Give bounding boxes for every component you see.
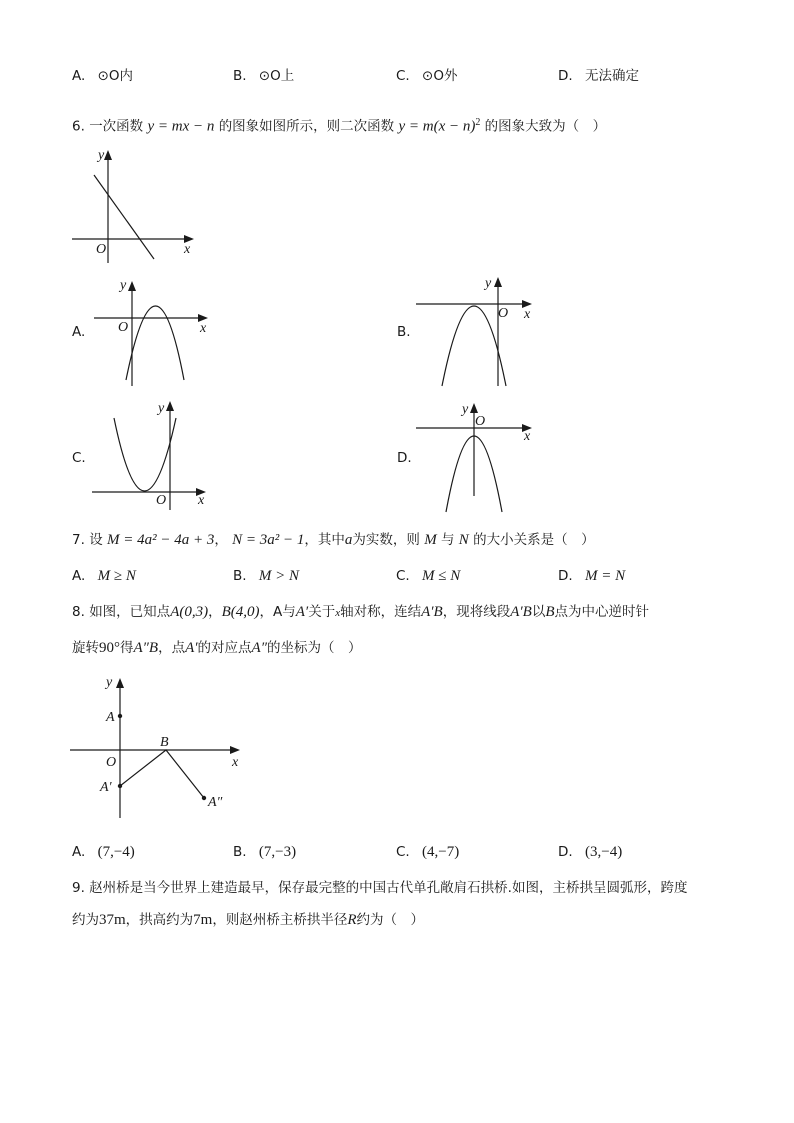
stem-text: 的坐标为（ ） bbox=[266, 640, 362, 656]
point-a-prime bbox=[118, 784, 122, 788]
y-axis-arrow bbox=[494, 277, 502, 287]
formula: 37m bbox=[99, 912, 126, 928]
stem-text: ，点 bbox=[158, 640, 186, 656]
formula: x bbox=[335, 607, 341, 619]
formula: A′B bbox=[421, 604, 443, 620]
option-letter: B. bbox=[233, 568, 247, 584]
option-text: 无法确定 bbox=[584, 68, 639, 84]
segments-a-prime-b-a-double-prime bbox=[120, 750, 204, 798]
q8-stem-line1 bbox=[72, 603, 649, 622]
option-letter: D. bbox=[558, 68, 573, 84]
stem-text: 与 bbox=[440, 532, 455, 548]
option-text: ⊙O上 bbox=[258, 68, 295, 84]
stem-text: ， bbox=[208, 604, 222, 620]
q6-option-b-graph[interactable] bbox=[412, 272, 542, 390]
x-axis-label: x bbox=[232, 755, 239, 770]
y-axis-arrow bbox=[116, 678, 124, 688]
stem-text: 以 bbox=[531, 604, 546, 620]
stem-text: ，现将线段 bbox=[442, 604, 511, 620]
question-number: 8. bbox=[72, 604, 85, 620]
option-letter: C. bbox=[396, 568, 410, 584]
q6-option-c-graph[interactable] bbox=[88, 396, 218, 516]
y-axis-label: y bbox=[98, 148, 105, 163]
option-text: (3,−4) bbox=[584, 844, 623, 860]
stem-text: 关于 bbox=[308, 604, 336, 620]
stem-text: 赵州桥是当今世界上建造最早，保存最完整的中国古代单孔敞肩石拱桥.如图，主桥拱呈圆弧形，跨度 bbox=[89, 880, 688, 896]
formula: N bbox=[458, 532, 469, 548]
x-axis-label: x bbox=[200, 321, 207, 336]
stem-text: 为实数，则 bbox=[352, 532, 420, 548]
q8-option-a[interactable] bbox=[72, 843, 135, 861]
parabola bbox=[442, 306, 509, 386]
q6-line-graph bbox=[60, 145, 200, 270]
formula: y = m(x − n) bbox=[398, 118, 476, 135]
formula: a bbox=[344, 532, 353, 548]
point-a-double-prime bbox=[202, 796, 206, 800]
q8-option-d[interactable] bbox=[558, 843, 622, 861]
y-axis-label: y bbox=[106, 675, 113, 690]
q8-option-c[interactable] bbox=[396, 843, 459, 861]
stem-text: 一次函数 bbox=[89, 118, 144, 135]
formula: M bbox=[424, 532, 437, 548]
formula: R bbox=[347, 912, 357, 928]
formula: B(4,0) bbox=[221, 604, 260, 620]
stem-text: ， bbox=[259, 604, 273, 620]
point-b-label: B bbox=[160, 735, 169, 750]
option-letter: D. bbox=[558, 844, 573, 860]
y-axis-label: y bbox=[158, 401, 165, 416]
q6-option-d-letter[interactable]: D. bbox=[397, 450, 412, 466]
formula: B bbox=[545, 604, 555, 620]
stem-text: 的对应点 bbox=[197, 640, 252, 656]
q5-option-a[interactable] bbox=[72, 67, 133, 85]
y-axis-arrow bbox=[166, 401, 174, 411]
stem-text: ，则赵州桥主桥拱半径 bbox=[212, 912, 348, 928]
q6-stem bbox=[72, 114, 606, 136]
y-axis-arrow bbox=[470, 403, 478, 413]
origin-label: O bbox=[156, 493, 167, 508]
formula: 7m bbox=[193, 912, 213, 928]
formula: A′B bbox=[510, 604, 532, 620]
formula: y = mx − n bbox=[147, 118, 215, 135]
option-letter: C. bbox=[396, 68, 410, 84]
origin-label: O bbox=[498, 306, 509, 321]
option-text: (7,−3) bbox=[258, 844, 297, 860]
option-letter: A. bbox=[72, 568, 86, 584]
origin-label: O bbox=[106, 755, 117, 770]
q9-stem-line1 bbox=[72, 879, 687, 897]
option-letter: D. bbox=[558, 568, 573, 584]
stem-text: ，其中 bbox=[304, 532, 345, 548]
question-number: 9. bbox=[72, 880, 85, 896]
stem-text: 得 bbox=[120, 640, 134, 656]
option-text: M ≤ N bbox=[422, 568, 461, 584]
stem-text: 旋转 bbox=[72, 640, 99, 656]
stem-text: 的大小关系是（ ） bbox=[473, 532, 595, 548]
option-text: (7,−4) bbox=[97, 844, 135, 860]
formula-exponent: 2 bbox=[475, 117, 481, 128]
x-axis-arrow bbox=[230, 746, 240, 754]
option-text: M ≥ N bbox=[97, 568, 136, 584]
y-axis-label: y bbox=[120, 278, 127, 293]
q7-stem bbox=[72, 531, 595, 549]
x-axis-label: x bbox=[524, 429, 531, 444]
parabola bbox=[114, 418, 176, 491]
q5-option-b[interactable] bbox=[233, 67, 294, 85]
q8-graph bbox=[62, 672, 252, 822]
q6-option-d-graph[interactable] bbox=[412, 396, 542, 516]
formula: A′ bbox=[185, 640, 198, 656]
formula: A″B bbox=[133, 640, 159, 656]
formula: A(0,3) bbox=[170, 604, 209, 620]
formula: M = 4a² − 4a + 3 bbox=[106, 532, 215, 548]
option-text: M = N bbox=[584, 568, 626, 584]
option-text: ⊙O外 bbox=[422, 68, 458, 84]
q7-option-b[interactable] bbox=[233, 567, 299, 585]
q6-option-a-letter[interactable]: A. bbox=[72, 324, 86, 340]
stem-text: ， bbox=[214, 532, 228, 548]
option-text: (4,−7) bbox=[422, 844, 460, 860]
y-axis-label: y bbox=[462, 402, 469, 417]
q7-option-c[interactable] bbox=[396, 567, 460, 585]
y-axis-arrow bbox=[104, 150, 112, 160]
q6-option-b-letter[interactable]: B. bbox=[397, 324, 411, 340]
option-letter: C. bbox=[396, 844, 410, 860]
q5-option-c[interactable] bbox=[396, 67, 457, 85]
q8-stem-line2 bbox=[72, 639, 361, 657]
q5-option-d[interactable] bbox=[558, 67, 639, 85]
q8-option-b[interactable] bbox=[233, 843, 296, 861]
origin-label: O bbox=[118, 320, 129, 335]
option-letter: A. bbox=[72, 844, 86, 860]
question-number: 6. bbox=[72, 118, 85, 135]
stem-text: 如图，已知点 bbox=[89, 604, 171, 620]
option-letter: B. bbox=[233, 844, 247, 860]
formula: 90° bbox=[99, 640, 120, 656]
option-text: M > N bbox=[258, 568, 299, 584]
origin-label: O bbox=[96, 242, 107, 257]
q6-option-a-graph[interactable] bbox=[90, 272, 220, 390]
formula: N = 3a² − 1 bbox=[232, 532, 305, 548]
point-a bbox=[118, 714, 122, 718]
point-a-double-prime-label: A″ bbox=[208, 795, 223, 810]
stem-text: 约为 bbox=[72, 912, 99, 928]
q6-option-c-letter[interactable]: C. bbox=[72, 450, 86, 466]
stem-text: A与 bbox=[273, 604, 296, 620]
x-axis-label: x bbox=[198, 493, 205, 508]
stem-text: 点为中心逆时针 bbox=[554, 604, 649, 620]
q9-stem-line2 bbox=[72, 911, 424, 929]
stem-text: ，拱高约为 bbox=[125, 912, 194, 928]
stem-text: 设 bbox=[89, 532, 103, 548]
stem-text: 轴对称，连结 bbox=[340, 604, 422, 620]
y-axis-arrow bbox=[128, 281, 136, 291]
formula: A″ bbox=[251, 640, 267, 656]
point-a-prime-label: A′ bbox=[100, 780, 112, 795]
stem-text: 约为（ ） bbox=[356, 912, 425, 928]
y-axis-label: y bbox=[485, 276, 492, 291]
q7-option-a[interactable] bbox=[72, 567, 136, 585]
origin-label: O bbox=[475, 414, 486, 429]
parabola bbox=[126, 306, 184, 380]
option-text: ⊙O内 bbox=[97, 68, 134, 84]
option-letter: B. bbox=[233, 68, 247, 84]
formula: A′ bbox=[295, 604, 309, 620]
stem-text: 的图象大致为（ ） bbox=[484, 118, 607, 135]
x-axis-label: x bbox=[524, 307, 531, 322]
option-letter: A. bbox=[72, 68, 86, 84]
stem-text: 的图象如图所示，则二次函数 bbox=[218, 118, 395, 135]
x-axis-label: x bbox=[184, 242, 191, 257]
q7-option-d[interactable] bbox=[558, 567, 625, 585]
question-number: 7. bbox=[72, 532, 85, 548]
point-a-label: A bbox=[106, 710, 115, 725]
